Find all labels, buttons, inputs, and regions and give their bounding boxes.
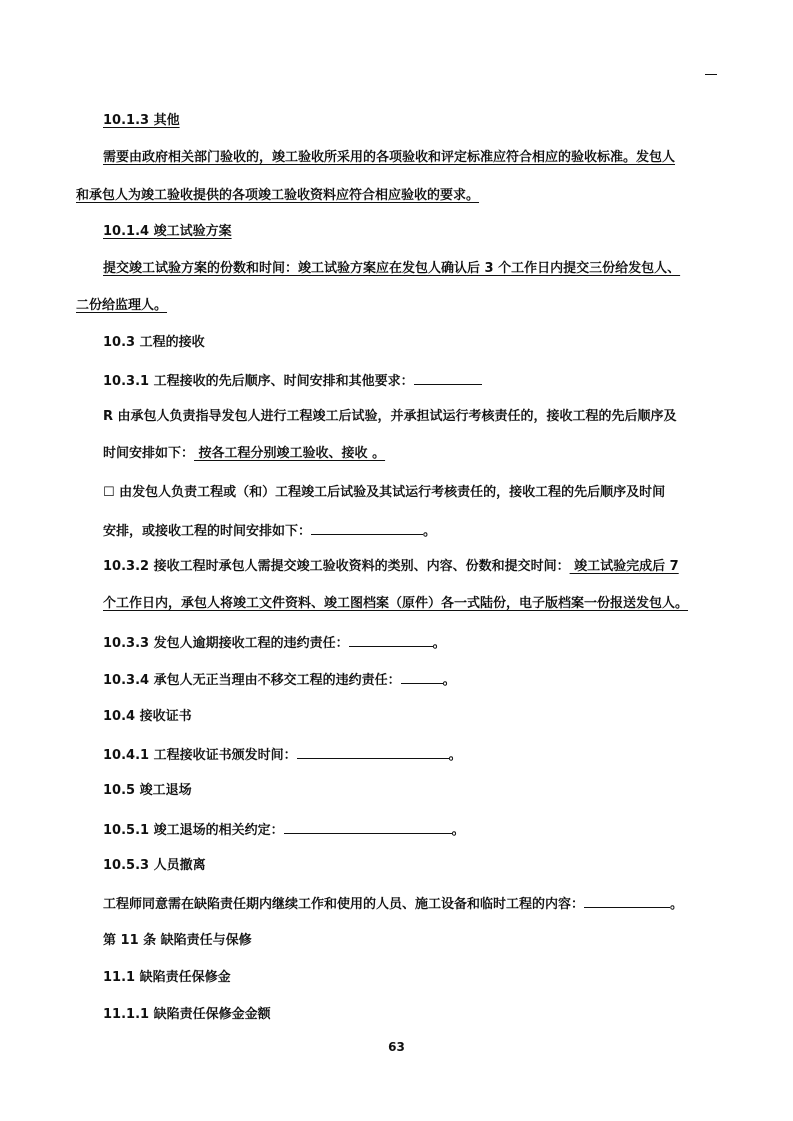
article-11-heading: 第 11 条 缺陷责任与保修 [103, 933, 252, 948]
paragraph-line: 提交竣工试验方案的份数和时间：竣工试验方案应在发包人确认后 3 个工作日内提交三份给发包人、 [103, 261, 681, 276]
paragraph-line: 需要由政府相关部门验收的，竣工验收所采用的各项验收和评定标准应符合相应的验收标准。发包人 [103, 150, 676, 165]
clause-10-5-1: 10.5.1 竣工退场的相关约定： 。 [103, 820, 465, 840]
paragraph-line: 和承包人为竣工验收提供的各项竣工验收资料应符合相应验收的要求。 [76, 188, 480, 203]
heading-10-5-3: 10.5.3 人员撤离 [103, 858, 206, 873]
heading-11-1: 11.1 缺陷责任保修金 [103, 970, 231, 985]
header-mark [705, 74, 717, 75]
heading-10-1-4: 10.1.4 竣工试验方案 [103, 224, 232, 239]
clause-10-3-1: 10.3.1 工程接收的先后顺序、时间安排和其他要求： [103, 371, 482, 391]
heading-10-4: 10.4 接收证书 [103, 709, 192, 724]
option-r-line: R 由承包人负责指导发包人进行工程竣工后试验，并承担试运行考核责任的，接收工程的先后顺序及 [103, 409, 677, 424]
heading-10-1-3: 10.1.3 其他 [103, 113, 180, 128]
page-number: 63 [388, 1040, 405, 1054]
heading-10-3: 10.3 工程的接收 [103, 335, 205, 350]
paragraph-line: 二份给监理人。 [76, 298, 168, 313]
option-checkbox-line: 安排，或接收工程的时间安排如下： 。 [103, 521, 436, 541]
clause-10-3-4: 10.3.4 承包人无正当理由不移交工程的违约责任： 。 [103, 670, 456, 690]
clause-10-3-2-cont: 个工作日内，承包人将竣工文件资料、竣工图档案（原件）各一式陆份，电子版档案一份报送发包人。 [103, 596, 689, 611]
paragraph-line: 工程师同意需在缺陷责任期内继续工作和使用的人员、施工设备和临时工程的内容： 。 [103, 894, 683, 914]
clause-10-3-3: 10.3.3 发包人逾期接收工程的违约责任： 。 [103, 633, 446, 653]
heading-11-1-1: 11.1.1 缺陷责任保修金金额 [103, 1007, 271, 1022]
clause-10-4-1: 10.4.1 工程接收证书颁发时间： 。 [103, 745, 462, 765]
clause-10-3-2: 10.3.2 接收工程时承包人需提交竣工验收资料的类别、内容、份数和提交时间： 竣工试验完成后 7 [103, 559, 679, 574]
option-checkbox-line: ☐ 由发包人负责工程或（和）工程竣工后试验及其试运行考核责任的，接收工程的先后顺序及时间 [103, 485, 666, 500]
heading-10-5: 10.5 竣工退场 [103, 783, 192, 798]
option-r-line: 时间安排如下： 按各工程分别竣工验收、接收 。 [103, 446, 386, 461]
